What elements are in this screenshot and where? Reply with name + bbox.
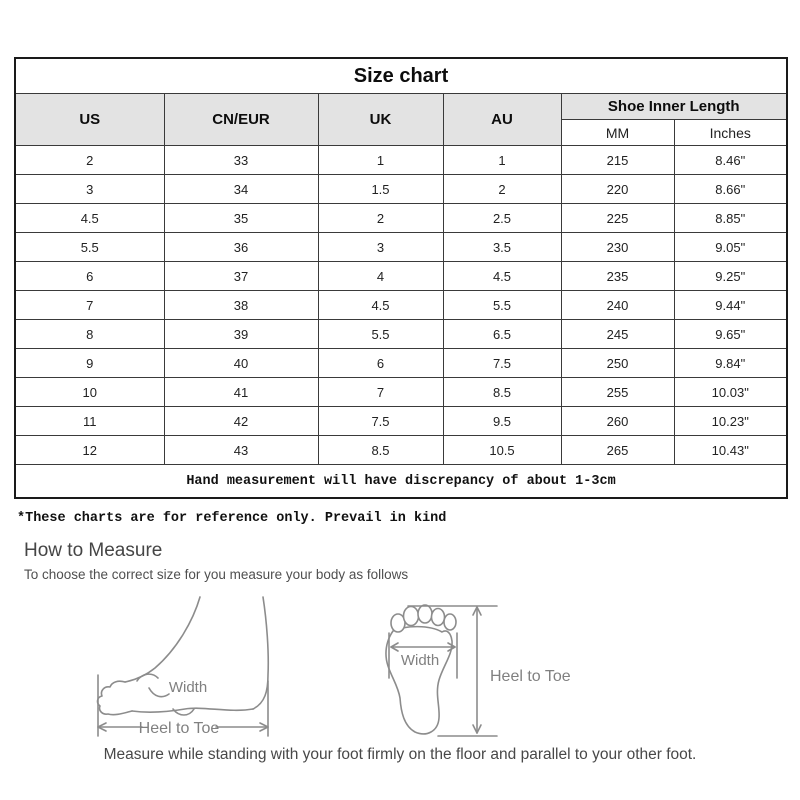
table-row	[15, 291, 787, 320]
table-cell: 10.5	[443, 436, 561, 465]
table-cell: 10.23"	[674, 407, 787, 436]
table-cell: 255	[561, 378, 674, 407]
table-cell: 10.03"	[674, 378, 787, 407]
table-cell: 2	[443, 175, 561, 204]
table-cell: 1.5	[318, 175, 443, 204]
table-cell: 4.5	[443, 262, 561, 291]
reference-note: *These charts are for reference only. Prevail in kind	[17, 511, 447, 526]
table-cell: 8.46"	[674, 146, 787, 175]
column-header-inches: Inches	[674, 120, 787, 146]
table-cell: 11	[15, 407, 164, 436]
table-cell: 9	[15, 349, 164, 378]
column-header-cn-eur: CN/EUR	[164, 94, 318, 146]
table-cell: 220	[561, 175, 674, 204]
table-cell: 10.43"	[674, 436, 787, 465]
toe-icon	[404, 607, 419, 626]
column-header-au: AU	[443, 94, 561, 146]
table-cell: 9.44"	[674, 291, 787, 320]
table-cell: 33	[164, 146, 318, 175]
table-cell: 3	[318, 233, 443, 262]
table-cell: 7	[318, 378, 443, 407]
table-cell: 225	[561, 204, 674, 233]
table-cell: 7.5	[318, 407, 443, 436]
table-cell: 37	[164, 262, 318, 291]
table-cell: 36	[164, 233, 318, 262]
how-to-measure-heading: How to Measure	[24, 540, 163, 561]
column-header-us: US	[15, 94, 164, 146]
table-cell: 8.5	[318, 436, 443, 465]
table-cell: 8	[15, 320, 164, 349]
table-cell: 35	[164, 204, 318, 233]
table-cell: 5.5	[443, 291, 561, 320]
table-footnote: Hand measurement will have discrepancy of about 1-3cm	[15, 465, 787, 499]
table-cell: 2.5	[443, 204, 561, 233]
size-chart-table	[14, 57, 788, 499]
table-cell: 9.84"	[674, 349, 787, 378]
table-cell: 235	[561, 262, 674, 291]
table-row	[15, 349, 787, 378]
table-cell: 245	[561, 320, 674, 349]
table-cell: 3.5	[443, 233, 561, 262]
table-cell: 6.5	[443, 320, 561, 349]
table-cell: 2	[318, 204, 443, 233]
table-cell: 9.25"	[674, 262, 787, 291]
table-cell: 43	[164, 436, 318, 465]
foot-top-view-diagram	[368, 586, 703, 750]
table-footnote-row	[15, 465, 787, 499]
how-to-measure-subheading: To choose the correct size for you measure your body as follows	[24, 567, 409, 582]
toe-icon	[444, 614, 456, 630]
table-row	[15, 407, 787, 436]
table-cell: 5.5	[318, 320, 443, 349]
table-cell: 6	[318, 349, 443, 378]
table-cell: 4	[318, 262, 443, 291]
toe-icon	[418, 605, 432, 623]
table-cell: 6	[15, 262, 164, 291]
table-header-row	[15, 94, 787, 120]
measure-caption: Measure while standing with your foot firmly on the floor and parallel to your other foot.	[103, 746, 697, 763]
foot-side-view-diagram	[85, 593, 335, 745]
toe-icon	[432, 609, 445, 626]
table-cell: 10	[15, 378, 164, 407]
table-cell: 230	[561, 233, 674, 262]
table-body	[15, 146, 787, 465]
table-cell: 9.65"	[674, 320, 787, 349]
size-chart-title: Size chart	[15, 58, 787, 94]
table-cell: 4.5	[15, 204, 164, 233]
heel-to-toe-label-top: Heel to Toe	[490, 668, 571, 685]
table-cell: 39	[164, 320, 318, 349]
column-header-inner-length: Shoe Inner Length	[561, 94, 787, 120]
table-cell: 1	[318, 146, 443, 175]
table-cell: 265	[561, 436, 674, 465]
table-cell: 38	[164, 291, 318, 320]
table-cell: 5.5	[15, 233, 164, 262]
table-cell: 8.85"	[674, 204, 787, 233]
table-cell: 9.05"	[674, 233, 787, 262]
table-cell: 1	[443, 146, 561, 175]
table-row	[15, 320, 787, 349]
table-cell: 12	[15, 436, 164, 465]
table-row	[15, 175, 787, 204]
width-label-side: Width	[168, 679, 208, 696]
table-cell: 7	[15, 291, 164, 320]
width-label-top: Width	[400, 652, 440, 669]
table-cell: 4.5	[318, 291, 443, 320]
table-row	[15, 378, 787, 407]
table-row	[15, 233, 787, 262]
table-cell: 34	[164, 175, 318, 204]
table-cell: 215	[561, 146, 674, 175]
table-cell: 40	[164, 349, 318, 378]
table-cell: 7.5	[443, 349, 561, 378]
column-header-mm: MM	[561, 120, 674, 146]
table-cell: 41	[164, 378, 318, 407]
table-title-row	[15, 58, 787, 94]
table-row	[15, 436, 787, 465]
heel-to-toe-label-side: Heel to Toe	[138, 720, 220, 737]
table-row	[15, 146, 787, 175]
column-header-uk: UK	[318, 94, 443, 146]
table-cell: 250	[561, 349, 674, 378]
table-cell: 240	[561, 291, 674, 320]
table-row	[15, 262, 787, 291]
table-cell: 8.5	[443, 378, 561, 407]
table-cell: 9.5	[443, 407, 561, 436]
table-cell: 3	[15, 175, 164, 204]
table-cell: 260	[561, 407, 674, 436]
table-cell: 42	[164, 407, 318, 436]
table-cell: 8.66"	[674, 175, 787, 204]
table-row	[15, 204, 787, 233]
table-cell: 2	[15, 146, 164, 175]
